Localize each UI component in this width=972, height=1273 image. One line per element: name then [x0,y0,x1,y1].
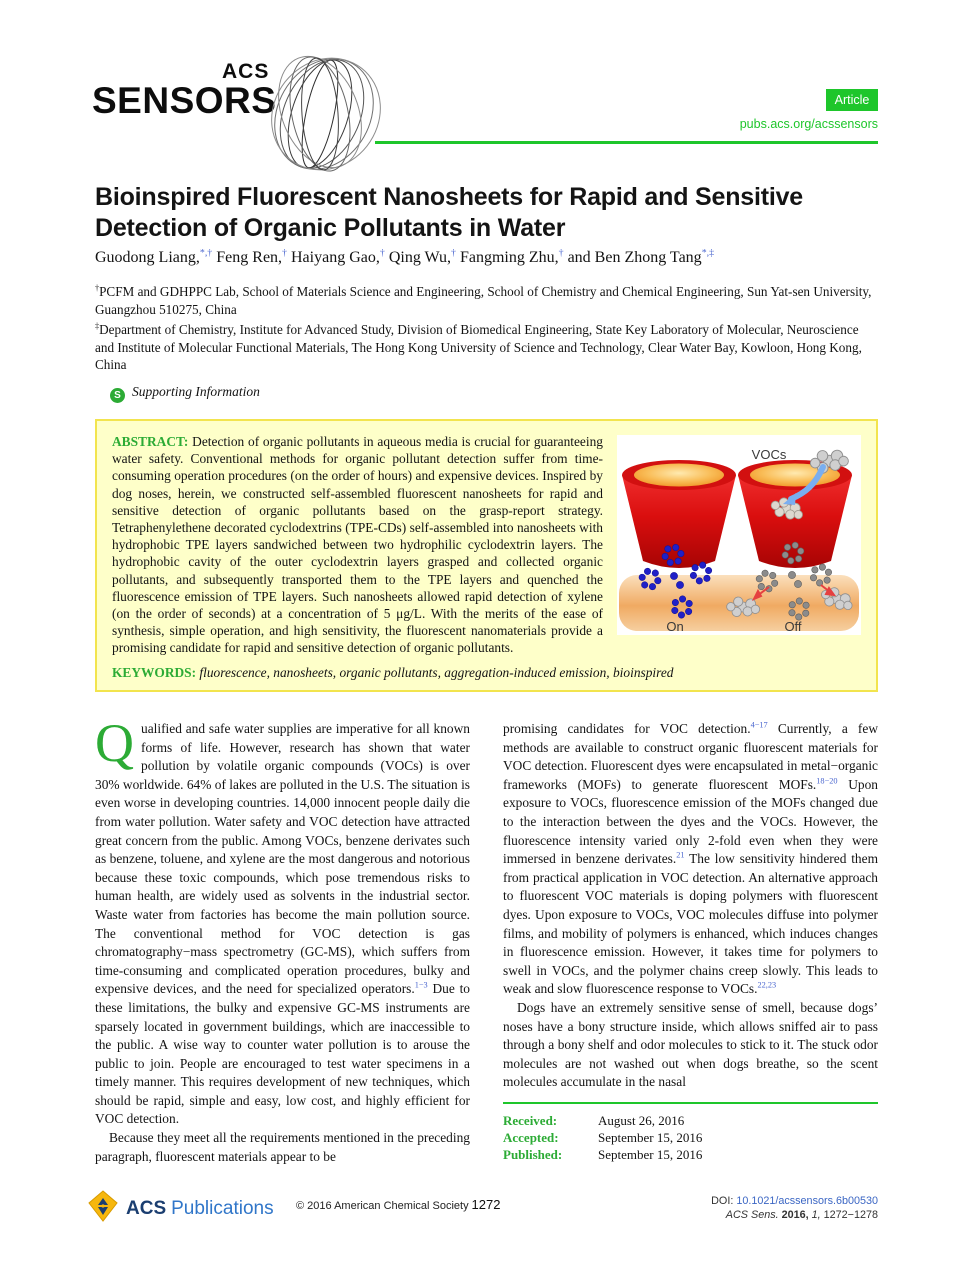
citation-line [711,1208,878,1222]
supporting-info-label: Supporting Information [132,384,260,399]
doi-link[interactable]: 10.1021/acssensors.6b00530 [736,1195,878,1207]
page-number: 1272 [471,1197,501,1212]
paragraph-intro: Qualified and safe water supplies are imperative for all known forms of life. However, research has shown that water pollution by volatile organic compounds (VOCs) is over 30% worldwide. 64% of lakes are polluted in the U.S. The situation is even worse in developing countries. 14,000 innocent people daily die from water pollution. Water safety and VOC detection have attracted great concern from the public. Among VOCs, benzene derivates such as benzene, toluene, and xylene are the most dangerous and notorious because these toxic compounds, which pose tremendous risks to human health, are widely used as solvents in the industrial sector. Waste water from factories has become the main pollution source. The conventional method for VOC detection is gas chromatography−mass spectrometry (GC-MS), which suffers from time-consuming and complicated operation procedures, bulky and expensive devices, and the need for specialized operators.$^{1-3}$ Due to these limitations, the bulky and expensive GC-MS instruments are sparsely located in government buildings, which are inaccessible to the public. A wise way to counter water pollution is to arouse the public to join. People are encouraged to test water specimens in a timely manner. This requires development of new techniques, which should be rapid, simple and easy, low cost, and highly efficient for VOC detection. [95,713,470,1127]
publisher-publications-text: Publications [171,1197,274,1219]
published-date: September 15, 2016 [598,1146,703,1162]
supporting-info-icon: S [110,388,125,403]
body-columns [95,713,879,1166]
citation-pages: 1272−1278 [820,1209,878,1221]
off-label: Off [784,619,802,634]
received-label: Received: [503,1112,558,1128]
journal-site-link[interactable]: pubs.acs.org/acssensors [739,117,878,131]
supporting-information-link[interactable] [110,384,260,403]
copyright-notice: © 2016 American Chemical Society [296,1200,469,1212]
keywords-label: KEYWORDS: [112,664,197,680]
accepted-row [503,1129,878,1146]
header-rule [375,141,878,144]
paragraph-2: Because they meet all the requirements mentioned in the preceding paragraph, fluorescent materials appear to be [95,1130,470,1164]
publisher-acs-text: ACS [126,1197,167,1219]
received-row [503,1112,878,1129]
on-label: On [666,619,684,634]
journal-logo-acs: ACS [222,60,270,83]
journal-logo-name: SENSORS [92,80,277,121]
drop-cap: Q [95,713,134,773]
affiliation-1: †PCFM and GDHPPC Lab, School of Materials Science and Engineering, School of Chemistry and Chemical Engineering, Sun Yat-sen University, Guangzhou 510275, China [95,283,872,317]
logo-swirl-icon [250,52,400,187]
affiliations [95,283,878,377]
citation-volume: 1, [808,1209,821,1221]
title-line-2: Detection of Organic Pollutants in Water [95,214,566,242]
received-date: August 26, 2016 [598,1112,685,1128]
accepted-date: September 15, 2016 [598,1129,703,1145]
page-title [95,182,855,244]
footer-citation-block [711,1194,878,1222]
doi-label: DOI: [711,1195,737,1207]
publisher-logo [88,1190,274,1227]
published-row [503,1146,878,1163]
abstract-box [95,419,878,692]
vocs-label: VOCs [751,447,787,462]
citation-year: 2016, [778,1209,809,1221]
published-label: Published: [503,1146,563,1162]
left-column [95,713,470,1166]
title-line-1: Bioinspired Fluorescent Nanosheets for Rapid and Sensitive [95,183,803,211]
article-dates [503,1102,878,1163]
keywords-line [112,665,861,681]
paragraph-2-continued: promising candidates for VOC detection.$^{4-17}$ Currently, a few methods are available to construct organic fluorescent materials for VOC detection. Fluorescent dyes were encapsulated in metal−organic frameworks (MOFs) to generate fluorescent MOFs.$^{18-20}$ Upon exposure to VOCs, fluorescence emission of the MOFs changed due to the interaction between the dyes and the VOCs. However, the fluorescence intensity varied only 2-fold even when they were immersed in benzene derivates.$^{21}$ The low sensitivity hindered them from practical application in VOC detection. An alternative approach to fluorescent VOC materials is doping polymers with fluorescent dyes. Upon exposure to VOCs, VOC molecules diffuse into polymer films, and mobility of polymers is enhanced, which induces changes in fluorescence emission. However, it takes time for polymers to swell in VOCs, and the polymer chains creep slowly. This leads to weak and slow fluorescence response to VOCs.$^{22,23}$ [503,720,879,997]
right-column [503,720,878,1166]
affiliation-2: ‡Department of Chemistry, Institute for Advanced Study, Division of Biomedical Engineering, State Key Laboratory of Molecular, Neuroscience and Institute of Molecular Functional Materials, The Hong Kong University of Science and Technology, Clear Water Bay, Kowloon, Hong Kong, China [95,321,862,373]
accepted-label: Accepted: [503,1129,559,1145]
abstract-text: Detection of organic pollutants in aqueous media is crucial for guaranteeing water safety. Conventional methods for organic pollutant detection suffer from time-consuming operation procedures (on the order of hours) and expensive devices. Inspired by dog noses, herein, we constructed self-assembled fluorescent nanosheets for rapid and sensitive detection of organic pollutants based on the grasp-report strategy. Tetraphenylethene decorated cyclodextrins (TPE-CDs) self-assembled into nanosheets with hydrophobic TPE layers sandwiched between two hydrophilic cyclodextrin layers. The hydrophobic cavity of the outer cyclodextrin layers grasped and collected organic pollutants, and subsequently transported them to the TPE layers and quenched the fluorescence emission of TPE layers. Such nanosheets allowed rapid detection of xylene (on the order of seconds) at a concentration of 5 μg/L. With the merits of the ease of synthesis, simple operation, and high sensitivity, the fluorescent nanomaterials provide a promising candidate for rapid and sensitive detection of organic pollutants. [112,434,603,656]
article-type-badge: Article [826,89,878,111]
abstract-label: ABSTRACT: [112,434,189,449]
paragraph-3: Dogs have an extremely sensitive sense of smell, because dogs’ noses have a bony structure inside, which allows sniffed air to pass through a bony shelf and odor molecules to stick to it. The stuck odor molecules are not washed out when dogs breathe, so the scent molecules accumulate in the nasal [503,999,878,1090]
doi-line [711,1194,878,1208]
keywords-text: fluorescence, nanosheets, organic pollutants, aggregation-induced emission, bioinspired [196,664,674,680]
citation-journal: ACS Sens. [725,1209,779,1221]
graphical-abstract [617,435,861,635]
author-list: Guodong Liang,*,† Feng Ren,† Haiyang Gao,† Qing Wu,† Fangming Zhu,† and Ben Zhong Tang*,‡ [95,247,715,266]
acs-diamond-icon [88,1190,118,1227]
